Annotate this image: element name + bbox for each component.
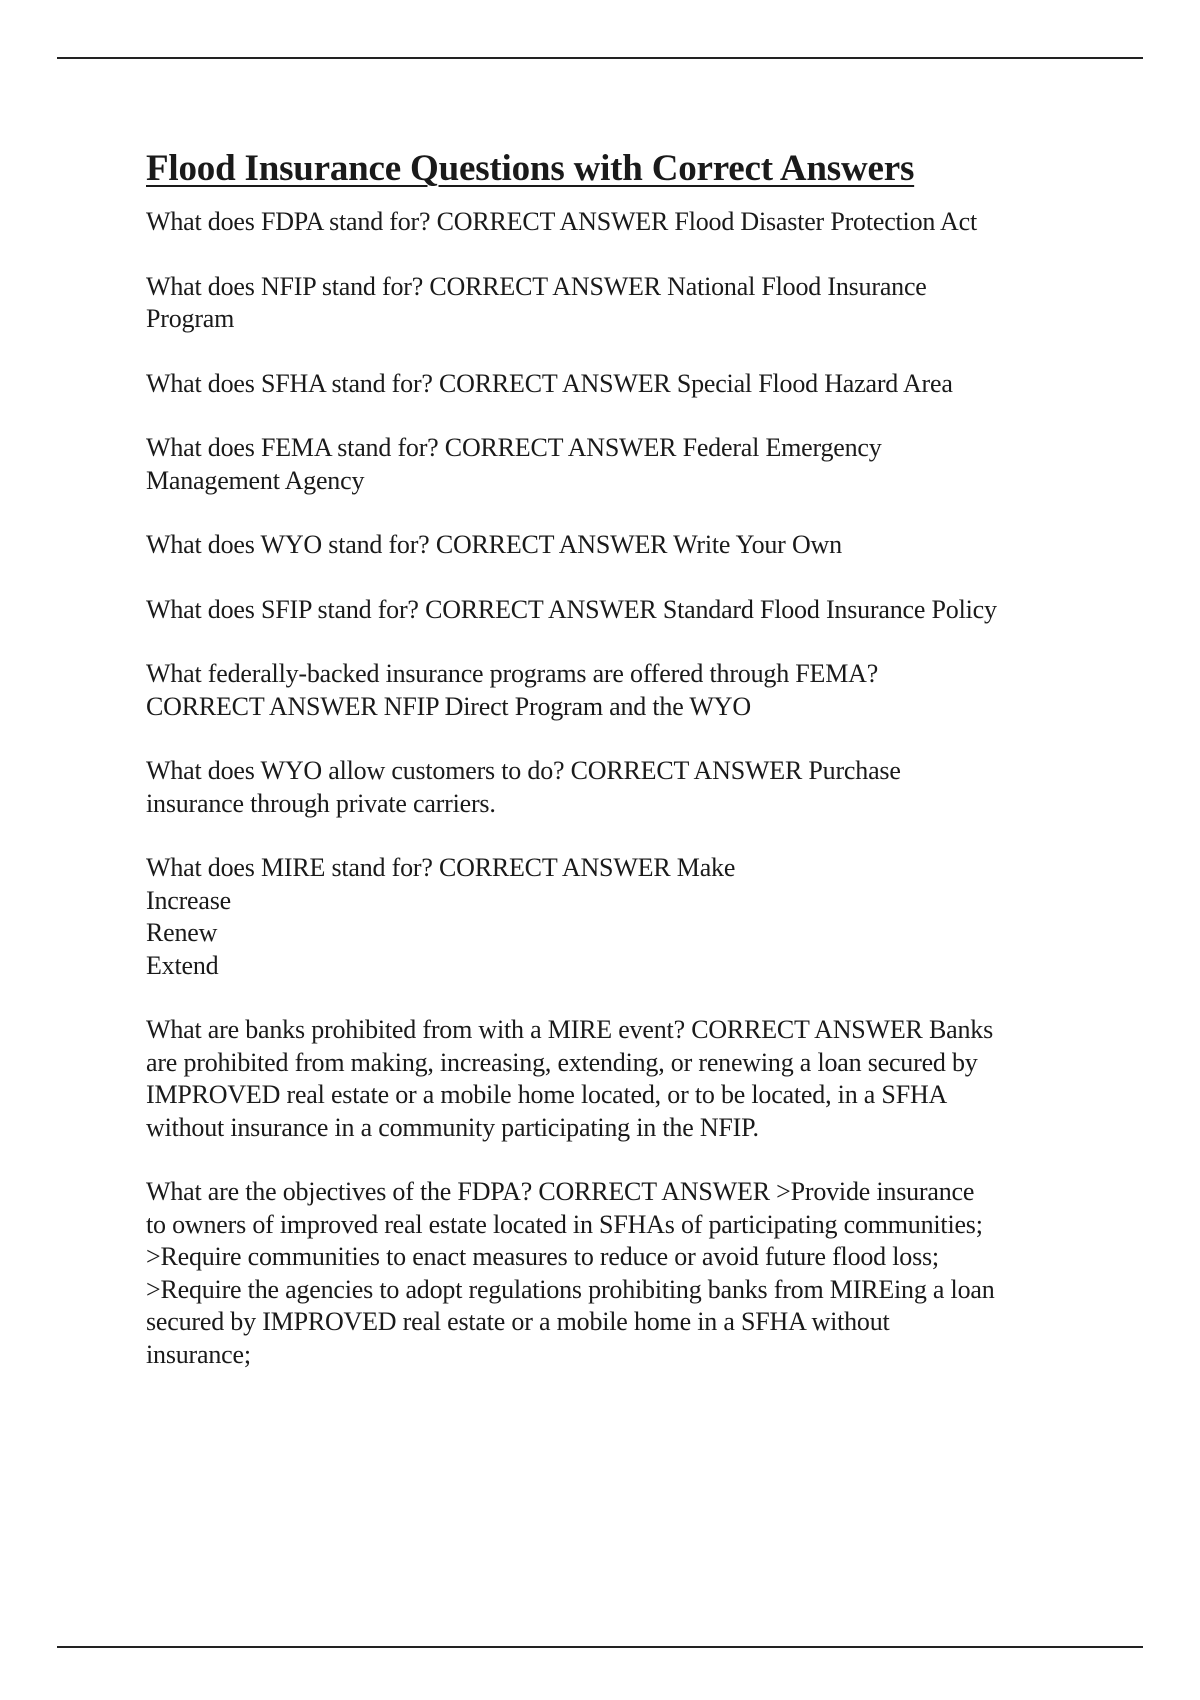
qa-item-nfip: What does NFIP stand for? CORRECT ANSWER National Flood Insurance Program	[146, 271, 927, 333]
qa-item-mire: What does MIRE stand for? CORRECT ANSWER Make Increase Renew Extend	[146, 853, 736, 980]
qa-item-mire-prohibition: What are banks prohibited from with a MIRE event? CORRECT ANSWER Banks are prohibited from making, increasing, extending, or renewing a loan secured by IMPROVED real estate or a mobile home located, or to be located, in a SFHA without insurance in a community participating in the NFIP.	[146, 1015, 993, 1142]
qa-item-fema-programs: What federally-backed insurance programs are offered through FEMA? CORRECT ANSWER NFIP Direct Program and the WYO	[146, 659, 879, 721]
qa-item-fdpa: What does FDPA stand for? CORRECT ANSWER Flood Disaster Protection Act	[146, 207, 977, 236]
qa-item-wyo-purpose: What does WYO allow customers to do? CORRECT ANSWER Purchase insurance through private carriers.	[146, 756, 901, 818]
top-divider	[57, 57, 1143, 59]
qa-item-fema: What does FEMA stand for? CORRECT ANSWER Federal Emergency Management Agency	[146, 433, 882, 495]
qa-item-wyo: What does WYO stand for? CORRECT ANSWER Write Your Own	[146, 530, 842, 559]
bottom-divider	[57, 1646, 1143, 1648]
qa-item-sfha: What does SFHA stand for? CORRECT ANSWER Special Flood Hazard Area	[146, 368, 953, 398]
document-title: Flood Insurance Questions with Correct Answers	[146, 148, 915, 189]
qa-item-sfip: What does SFIP stand for? CORRECT ANSWER Standard Flood Insurance Policy	[146, 594, 997, 624]
document-content	[146, 146, 1096, 1403]
qa-item-fdpa-objectives: What are the objectives of the FDPA? CORRECT ANSWER >Provide insurance to owners of improved real estate located in SFHAs of participating communities; >Require communities to enact measures to reduce or avoid future flood loss; >Require the agencies to adopt regulations prohibiting banks from MIREing a loan secured by IMPROVED real estate or a mobile home in a SFHA without insurance;	[146, 1177, 995, 1369]
